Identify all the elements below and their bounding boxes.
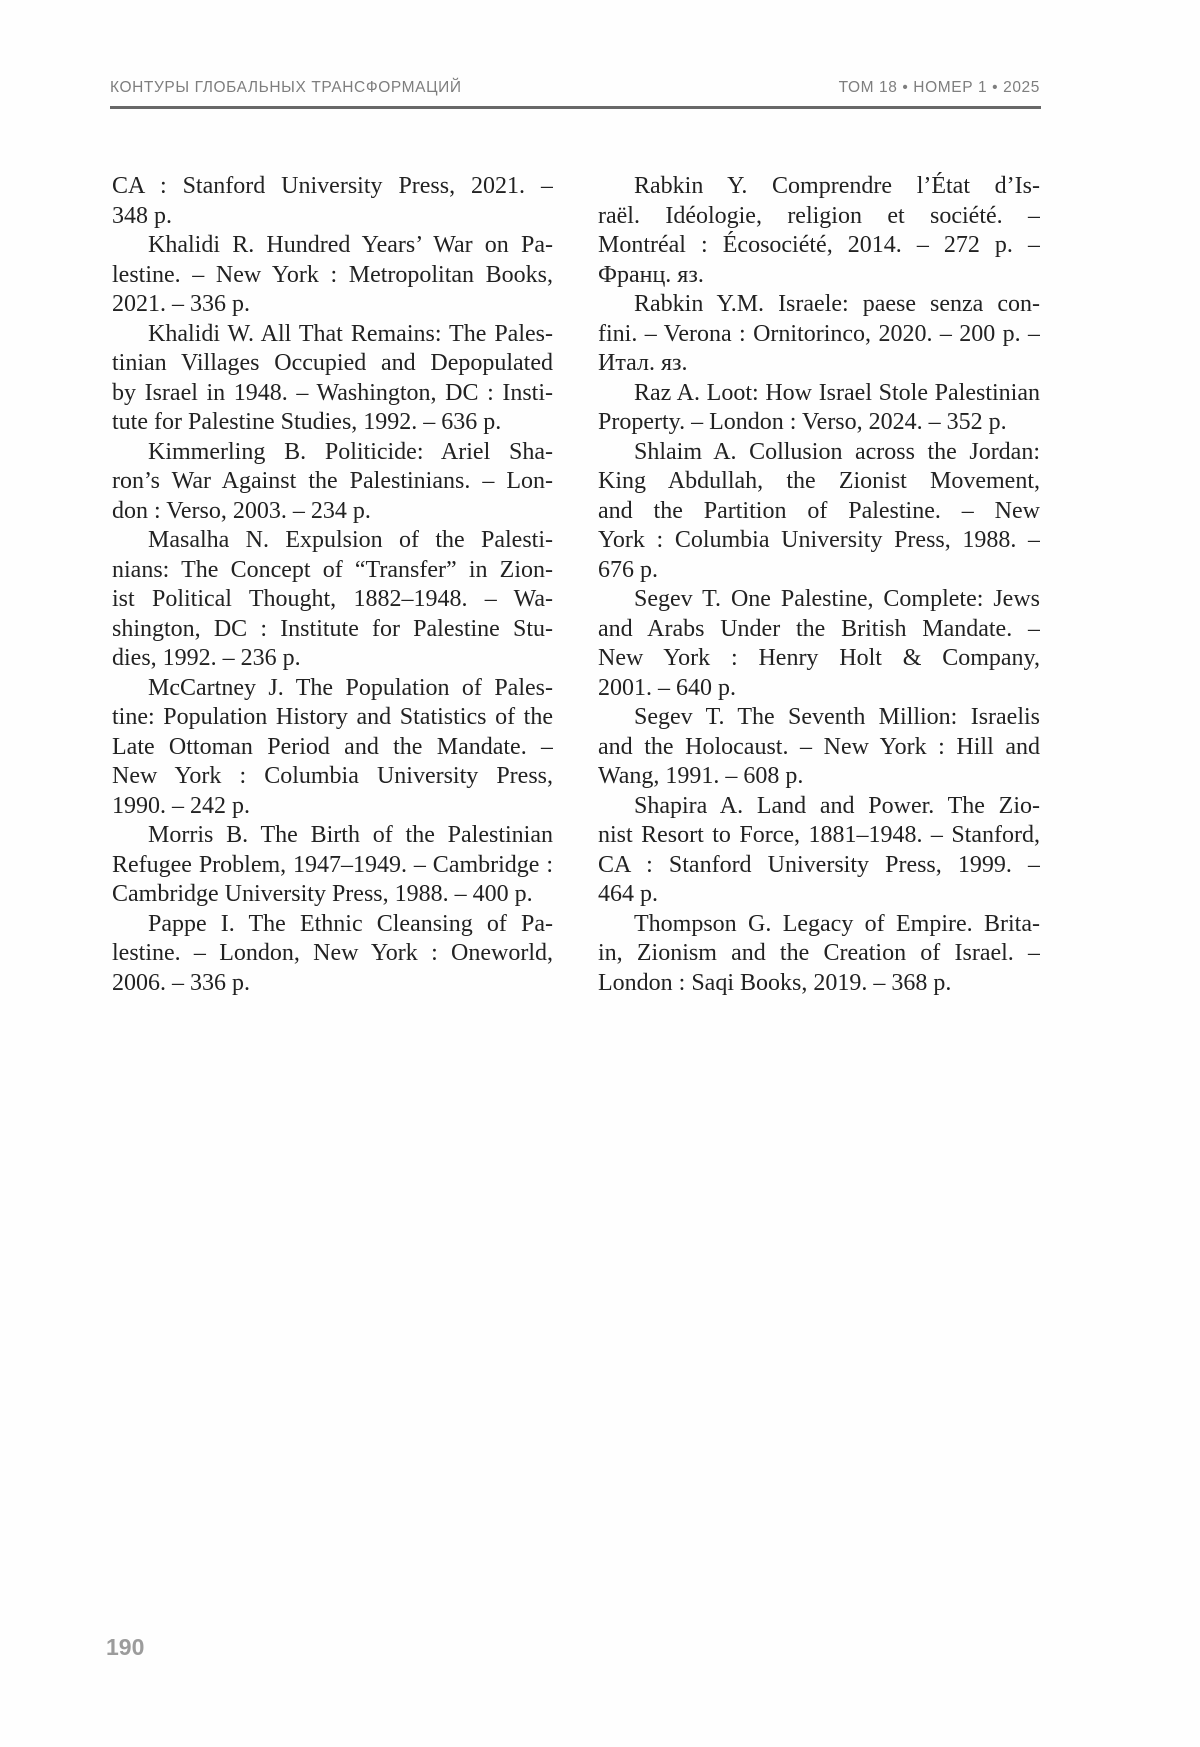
reference-line: McCartney J. The Population of Pales-	[148, 674, 553, 701]
reference-line: tine: Population History and Statistics of the	[112, 704, 553, 730]
reference-line: Montréal : Écosociété, 2014. – 272 p. –	[598, 232, 1040, 258]
reference-line: 2001. – 640 p.	[598, 674, 736, 701]
reference-line: nians: The Concept of “Transfer” in Zion-	[112, 556, 553, 583]
reference-entry	[112, 674, 553, 822]
reference-line: ron’s War Against the Palestinians. – Lon-	[112, 468, 553, 494]
reference-entry	[112, 438, 553, 527]
reference-entry	[112, 172, 553, 231]
reference-line: London : Saqi Books, 2019. – 368 p.	[598, 969, 952, 996]
reference-line: Rabkin Y.M. Israele: paese senza con-	[634, 291, 1040, 317]
reference-line: Khalidi W. All That Remains: The Pales-	[148, 320, 553, 347]
reference-line: York : Columbia University Press, 1988. –	[598, 527, 1040, 553]
reference-line: CA : Stanford University Press, 2021. –	[112, 173, 553, 199]
reference-entry	[112, 910, 553, 999]
reference-line: tinian Villages Occupied and Depopulated	[112, 350, 553, 376]
reference-line: Khalidi R. Hundred Years’ War on Pa-	[148, 232, 553, 258]
reference-entry	[598, 438, 1040, 586]
references-left-column	[112, 172, 553, 998]
reference-line: Property. – London : Verso, 2024. – 352 p.	[598, 409, 1007, 435]
page-number: 190	[106, 1634, 145, 1660]
reference-line: lestine. – London, New York : Oneworld,	[112, 940, 553, 966]
journal-title-header: КОНТУРЫ ГЛОБАЛЬНЫХ ТРАНСФОРМАЦИЙ	[110, 79, 462, 96]
reference-line: Segev T. The Seventh Million: Israelis	[634, 704, 1040, 730]
reference-line: Refugee Problem, 1947–1949. – Cambridge :	[112, 851, 553, 878]
reference-line: don : Verso, 2003. – 234 p.	[112, 497, 371, 524]
reference-entry	[112, 821, 553, 910]
reference-line: tute for Palestine Studies, 1992. – 636 p.	[112, 409, 502, 435]
reference-line: Raz A. Loot: How Israel Stole Palestinian	[634, 379, 1040, 406]
reference-line: Kimmerling B. Politicide: Ariel Sha-	[148, 438, 553, 465]
reference-line: 348 p.	[112, 202, 172, 229]
reference-line: shington, DC : Institute for Palestine Stu-	[112, 615, 553, 642]
reference-line: Итал. яз.	[598, 350, 688, 376]
reference-line: in, Zionism and the Creation of Israel. –	[598, 940, 1040, 966]
reference-line: Shlaim A. Collusion across the Jordan:	[634, 438, 1040, 465]
reference-line: by Israel in 1948. – Washington, DC : Insti-	[112, 379, 553, 406]
reference-line: fini. – Verona : Ornitorinco, 2020. – 200 p. –	[598, 320, 1040, 347]
reference-line: raël. Idéologie, religion et société. –	[598, 202, 1040, 229]
reference-line: Shapira A. Land and Power. The Zio-	[634, 792, 1040, 819]
reference-line: New York : Columbia University Press,	[112, 763, 553, 789]
reference-line: Segev T. One Palestine, Complete: Jews	[634, 586, 1040, 612]
reference-entry	[598, 910, 1040, 999]
reference-line: King Abdullah, the Zionist Movement,	[598, 468, 1040, 494]
reference-line: Thompson G. Legacy of Empire. Brita-	[634, 910, 1040, 937]
reference-entry	[112, 320, 553, 438]
reference-line: New York : Henry Holt & Company,	[598, 645, 1040, 671]
reference-line: Late Ottoman Period and the Mandate. –	[112, 733, 553, 760]
reference-entry	[598, 703, 1040, 792]
reference-line: Cambridge University Press, 1988. – 400 p.	[112, 881, 533, 907]
reference-line: 676 p.	[598, 556, 658, 583]
reference-entry	[598, 585, 1040, 703]
reference-line: dies, 1992. – 236 p.	[112, 645, 301, 671]
reference-line: 1990. – 242 p.	[112, 792, 250, 819]
reference-line: CA : Stanford University Press, 1999. –	[598, 851, 1040, 878]
reference-line: 2006. – 336 p.	[112, 969, 250, 996]
reference-line: 2021. – 336 p.	[112, 291, 250, 317]
reference-line: nist Resort to Force, 1881–1948. – Stanford,	[598, 822, 1040, 848]
reference-entry	[598, 172, 1040, 290]
reference-entry	[112, 231, 553, 320]
reference-line: and the Partition of Palestine. – New	[598, 497, 1040, 524]
reference-line: Pappe I. The Ethnic Cleansing of Pa-	[148, 910, 553, 937]
issue-info-header: ТОМ 18 • НОМЕР 1 • 2025	[838, 79, 1040, 96]
reference-line: ist Political Thought, 1882–1948. – Wa-	[112, 586, 553, 612]
reference-line: Франц. яз.	[598, 261, 704, 288]
reference-entry	[598, 290, 1040, 379]
header-rule	[110, 106, 1041, 109]
references-right-column	[598, 172, 1040, 998]
reference-line: lestine. – New York : Metropolitan Books,	[112, 261, 553, 288]
reference-line: 464 p.	[598, 881, 658, 907]
reference-entry	[598, 379, 1040, 438]
reference-line: and Arabs Under the British Mandate. –	[598, 615, 1040, 642]
reference-line: and the Holocaust. – New York : Hill and	[598, 733, 1040, 760]
reference-line: Masalha N. Expulsion of the Palesti-	[148, 527, 553, 553]
reference-line: Rabkin Y. Comprendre l’État d’Is-	[634, 173, 1040, 199]
reference-entry	[598, 792, 1040, 910]
reference-entry	[112, 526, 553, 674]
reference-line: Wang, 1991. – 608 p.	[598, 763, 804, 789]
reference-line: Morris B. The Birth of the Palestinian	[148, 822, 553, 848]
